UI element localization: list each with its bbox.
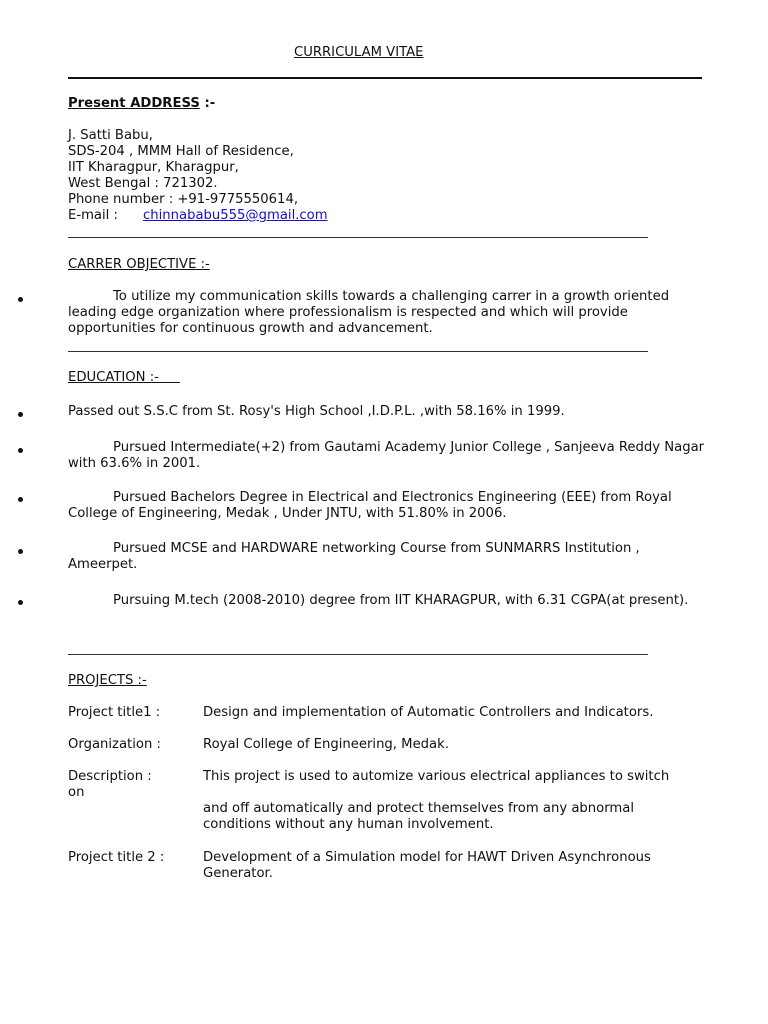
education-item-text: Pursued MCSE and HARDWARE networking Course from SUNMARRS Institution , Ameerpet. [68,541,640,572]
address-line: West Bengal : 721302. [68,176,218,191]
education-heading-text: EDUCATION :- [68,370,159,385]
description-label-cont: on [68,785,85,800]
bullet-icon [18,546,28,556]
bullet-icon [18,294,28,304]
education-item [68,490,708,522]
project1-label: Project title1 : [68,705,161,720]
description-label: Description : [68,769,152,784]
organization-label: Organization : [68,737,161,752]
address-heading [68,96,215,112]
project1-value: Design and implementation of Automatic Controllers and Indicators. [203,705,654,720]
section-divider [68,654,648,655]
description-value: This project is used to automize various electrical appliances to switch [203,769,670,784]
section-divider [68,351,648,352]
education-item-text: Pursued Bachelors Degree in Electrical and Electronics Engineering (EEE) from Royal College of Engineering, Medak , Under JNTU, with 51.80% in 2006. [68,490,672,521]
education-item: Passed out S.S.C from St. Rosy's High School ,I.D.P.L. ,with 58.16% in 1999. [68,404,565,419]
address-heading-text: Present ADDRESS [68,96,200,111]
email-link[interactable]: chinnababu555@gmail.com [143,208,328,223]
project2-label: Project title 2 : [68,850,165,865]
objective-text [68,289,708,337]
project2-value: Development of a Simulation model for HAWT Driven Asynchronous Generator. [203,850,651,881]
phone-line: Phone number : +91-9775550614, [68,192,299,207]
objective-text-content: To utilize my communication skills towards a challenging carrer in a growth oriented leading edge organization where professionalism is respected and which will provide opportunities for continuous growth and advancement. [68,289,670,336]
organization-value: Royal College of Engineering, Medak. [203,737,449,752]
address-line: J. Satti Babu, [68,128,153,143]
address-heading-suffix: :- [199,96,216,111]
education-item [68,541,708,573]
email-label: E-mail : [68,208,118,223]
bullet-icon [18,597,28,607]
title-rule [68,77,702,79]
address-line: IIT Kharagpur, Kharagpur, [68,160,239,175]
education-item [68,440,708,472]
education-item-text: Pursued Intermediate(+2) from Gautami Academy Junior College , Sanjeeva Reddy Nagar with 63.6% in 2001. [68,440,705,471]
education-item-text: Pursuing M.tech (2008-2010) degree from IIT KHARAGPUR, with 6.31 CGPA(at present). [113,593,689,608]
document-title: CURRICULAM VITAE [294,45,424,60]
section-divider [68,237,648,238]
bullet-icon [18,494,28,504]
education-item [68,593,708,609]
projects-heading: PROJECTS :- [68,673,147,688]
address-line: SDS-204 , MMM Hall of Residence, [68,144,294,159]
education-heading [68,370,180,386]
objective-heading: CARRER OBJECTIVE :- [68,257,210,272]
bullet-icon [18,445,28,455]
description-value-cont: and off automatically and protect themselves from any abnormal conditions without any human involvement. [203,801,635,832]
bullet-icon [18,409,28,419]
